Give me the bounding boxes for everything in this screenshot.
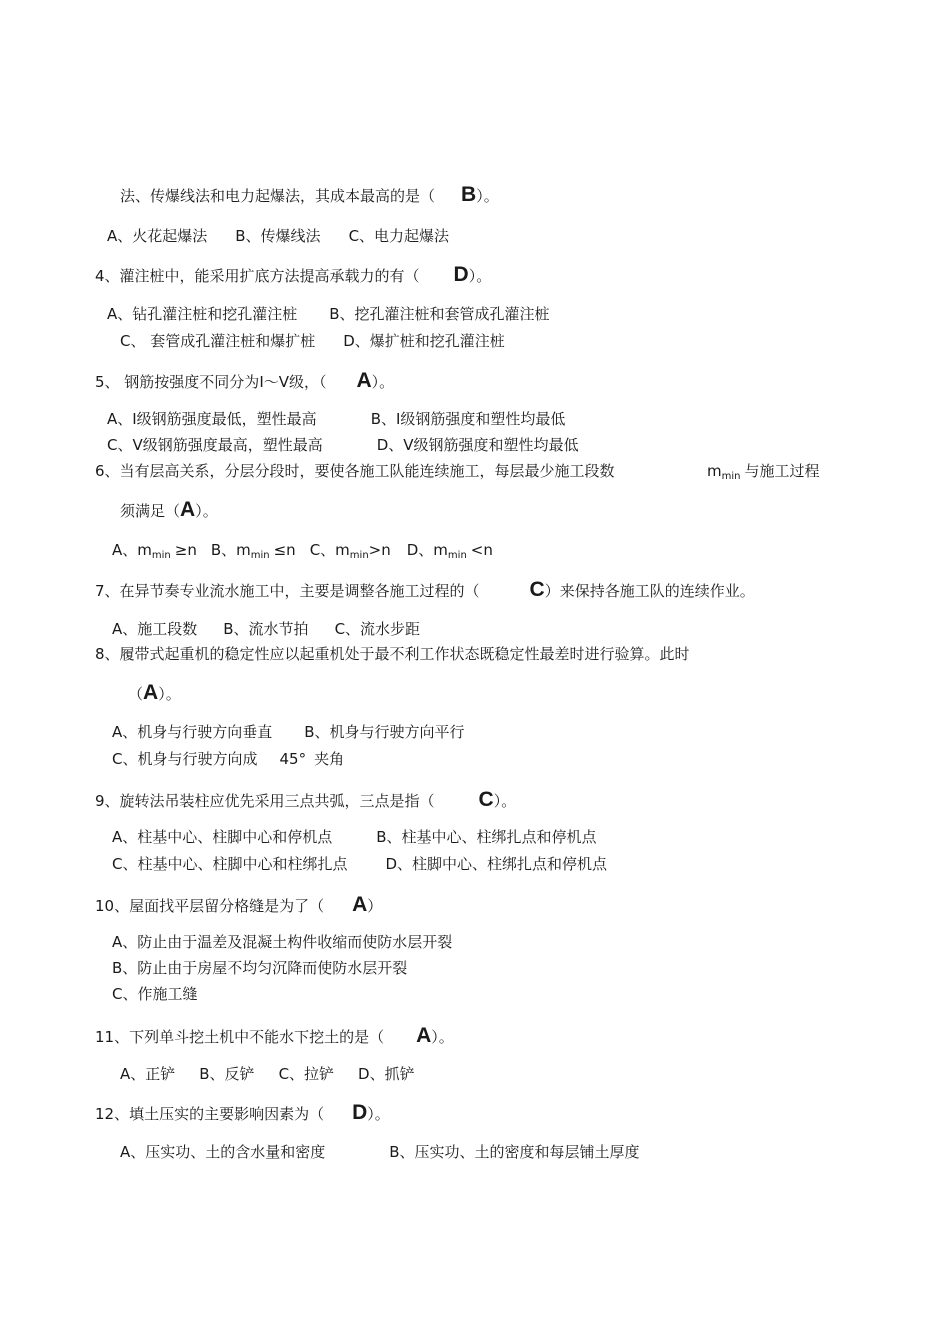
q8-option-c: C、机身与行驶方向成 [112,750,258,768]
q4-options-row2 [120,331,505,351]
q12-stem-text: 12、填土压实的主要影响因素为（ [95,1105,325,1123]
q8-option-c-angle: 45° [279,750,307,768]
q11-option-d: D、抓铲 [358,1065,415,1083]
q10-answer: A [352,893,368,916]
q6-option-a-m: m [137,541,152,559]
q7-answer: C [529,578,545,601]
q4-stem-text: 4、灌注桩中，能采用扩底方法提高承载力的有（ [95,267,420,285]
q11-option-c: C、拉铲 [278,1065,335,1083]
q6-answer: A [180,498,196,521]
q8-stem-text: 8、履带式起重机的稳定性应以起重机处于最不利工作状态既稳定性最差时进行验算。此时 [95,645,690,663]
q8-options-row1 [112,722,465,742]
q9-stem-text: 9、旋转法吊装柱应优先采用三点共弧，三点是指（ [95,792,435,810]
q9-option-a: A、柱基中心、柱脚中心和停机点 [112,828,333,846]
q9-option-c: C、柱基中心、柱脚中心和柱绑扎点 [112,855,348,873]
q5-end: ）。 [371,373,395,391]
q6-stem [95,461,615,481]
q4-end: ）。 [468,267,492,285]
q6-m: m [707,462,722,480]
q12-option-a: A、压实功、土的含水量和密度 [120,1143,326,1161]
q10-option-a-line [112,932,452,952]
q7-option-c: C、流水步距 [334,620,421,638]
q4-option-b: B、挖孔灌注桩和套管成孔灌注桩 [329,305,550,323]
q10-end: ） [367,897,383,915]
q6-option-c-min: min [349,550,369,561]
q6-stem-right [707,461,820,487]
q10-option-c: C、作施工缝 [112,985,198,1003]
q4-stem [95,265,491,286]
q6-option-c: C、 [309,541,336,559]
q6-option-a: A、 [112,541,138,559]
q5-stem [95,371,394,392]
q5-option-d: D、Ⅴ级钢筋强度和塑性均最低 [376,436,579,454]
q5-options-row2 [107,435,579,455]
q4-option-c: C、 套管成孔灌注桩和爆扩桩 [120,332,316,350]
q8-stem-line2 [128,683,181,704]
q8-end: ）。 [158,685,181,703]
q4-answer: D [453,263,469,286]
q11-stem [95,1026,454,1047]
q4-options-row1 [107,304,550,324]
q8-option-b: B、机身与行驶方向平行 [304,723,465,741]
q6-option-d-min: min [447,550,467,561]
q3-option-a: A、火花起爆法 [107,227,208,245]
q6-option-b: B、 [210,541,237,559]
q3-option-b: B、传爆线法 [235,227,321,245]
q10-option-a: A、防止由于温差及混凝土构件收缩而使防水层开裂 [112,933,453,951]
q6-option-b-rel: ≤n [273,541,296,559]
q9-option-b: B、柱基中心、柱绑扎点和停机点 [376,828,597,846]
q6-option-a-rel: ≥n [174,541,197,559]
q10-option-b: B、防止由于房屋不均匀沉降而使防水层开裂 [112,959,408,977]
q3-option-c: C、电力起爆法 [348,227,450,245]
q6-stem3: 须满足（ [120,502,181,520]
q6-option-c-m: m [335,541,350,559]
q9-option-d: D、柱脚中心、柱绑扎点和停机点 [385,855,608,873]
q6-option-b-m: m [236,541,251,559]
q4-option-a: A、钻孔灌注桩和挖孔灌注桩 [107,305,298,323]
q5-option-a: A、Ⅰ级钢筋强度最低，塑性最高 [107,410,317,428]
q8-option-c-end: 夹角 [314,750,345,768]
q6-option-c-rel: >n [368,541,391,559]
q9-options-row1 [112,827,597,847]
q3-end: ）。 [476,187,499,205]
q9-stem [95,790,516,811]
q11-answer: A [416,1024,432,1047]
q12-options [120,1142,640,1162]
q12-option-b: B、压实功、土的密度和每层铺土厚度 [389,1143,640,1161]
q5-options-row1 [107,409,565,429]
q4-option-d: D、爆扩桩和挖孔灌注桩 [343,332,505,350]
q6-min: min [721,471,741,482]
q6-option-b-min: min [250,550,270,561]
q9-options-row2 [112,854,607,874]
q8-stem [95,644,690,664]
q10-option-c-line [112,984,197,1004]
q9-end: ）。 [493,792,517,810]
q9-answer: C [478,788,494,811]
q8-answer: A [143,681,159,704]
q7-stem-text: 7、在异节奏专业流水施工中，主要是调整各施工过程的（ [95,582,480,600]
q7-stem [95,580,755,601]
q7-option-b: B、流水节拍 [223,620,309,638]
q11-option-a: A、正铲 [120,1065,176,1083]
q6-end: ）。 [195,502,218,520]
q11-option-b: B、反铲 [199,1065,255,1083]
q7-option-a: A、施工段数 [112,620,198,638]
q10-stem [95,895,382,916]
q8-open: （ [128,685,144,703]
q11-end: ）。 [431,1028,454,1046]
q5-answer: A [356,369,372,392]
q3-stem-text: 法、传爆线法和电力起爆法，其成本最高的是（ [120,187,436,205]
q5-option-c: C、Ⅴ级钢筋强度最高，塑性最高 [107,436,323,454]
q6-option-d: D、 [406,541,434,559]
q12-end: ）。 [367,1105,390,1123]
q5-option-b: B、Ⅰ级钢筋强度和塑性均最低 [370,410,566,428]
q6-option-a-min: min [151,550,171,561]
q12-stem [95,1103,390,1124]
q12-answer: D [352,1101,368,1124]
q11-options [120,1064,415,1084]
q10-stem-text: 10、屋面找平层留分格缝是为了（ [95,897,325,915]
q7-options [112,619,420,639]
q3-answer: B [461,183,477,206]
q11-stem-text: 11、下列单斗挖土机中不能水下挖土的是（ [95,1028,385,1046]
q6-stem2: 与施工过程 [744,462,820,480]
q5-stem-text: 5、 钢筋按强度不同分为Ⅰ～Ⅴ级，（ [95,373,327,391]
q3-stem [120,185,499,206]
q3-options [107,226,449,246]
q6-stem-text: 6、当有层高关系，分层分段时，要使各施工队能连续施工，每层最少施工段数 [95,462,615,480]
q6-options [112,540,493,566]
q7-end: ）来保持各施工队的连续作业。 [544,582,755,600]
q6-option-d-m: m [433,541,448,559]
q8-options-row2 [112,749,344,769]
q8-option-a: A、机身与行驶方向垂直 [112,723,273,741]
q10-option-b-line [112,958,407,978]
q6-option-d-rel: <n [470,541,493,559]
q6-stem-line2 [120,500,218,521]
